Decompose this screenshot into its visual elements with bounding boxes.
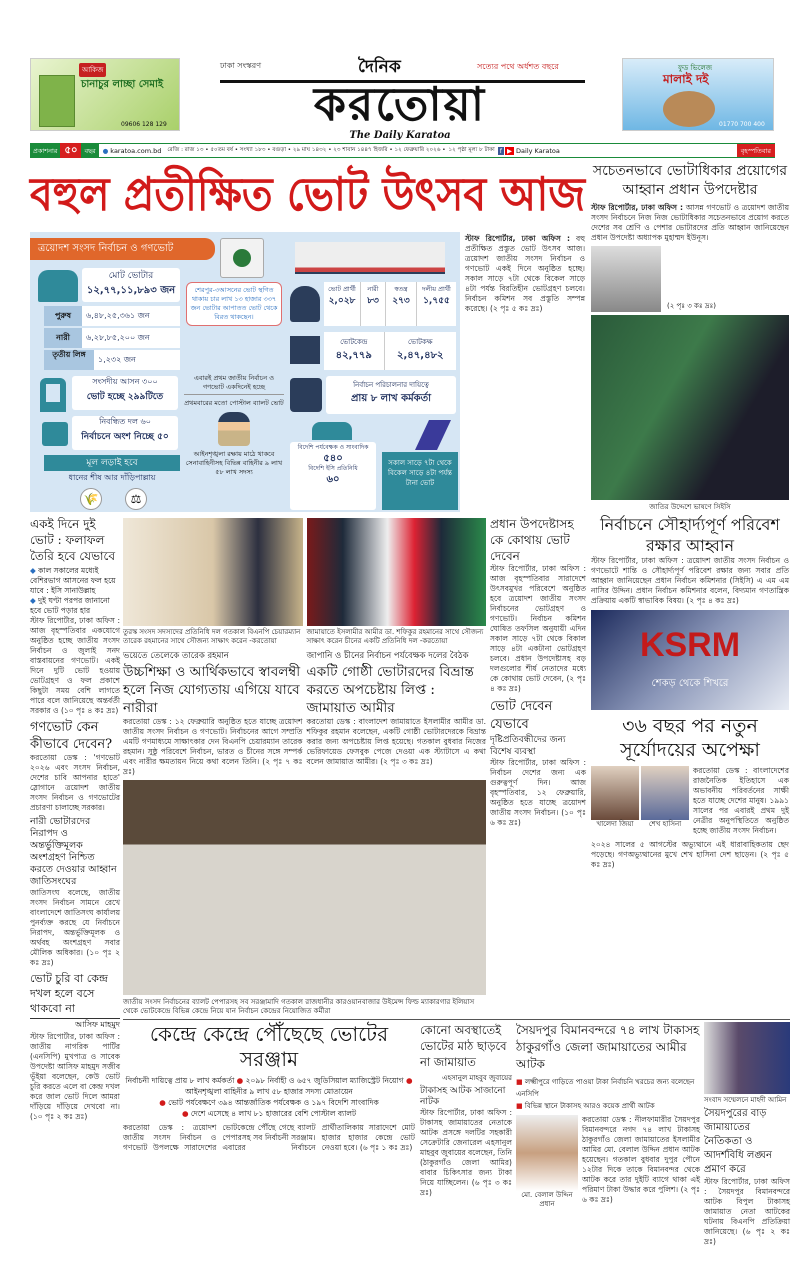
headline[interactable]: একটি গোষ্ঠী ভোটারদের বিভ্রান্ত করতে অপচেষ্টায় লিপ্ত : জামায়াত আমীর <box>306 664 474 716</box>
parties-registered: নিবন্ধিত দল ৬০ <box>99 417 151 426</box>
story-text <box>307 717 487 767</box>
text: স্টাফ রিপোর্টার, ঢাকা অফিস : ত্রয়োদশ জাতীয় সংসদ নির্বাচন ও গণভোটে শান্তি ও সৌহার্দ্যপূর্ণ পরিবেশ রক্ষার জন্য সবার প্রতি আহ্বান জানিয়েছেন প্রধান নির্বাচন কমিশনার (সিইসি) এ এম এম নাসির উদ্দিন। প্রধান নির্বাচন কমিশনার বলেন, বিদ্যমান গণতান্ত্রিক প্রক্রিয়ায় একটি স্বাভাবিক বিষয়। <box>591 556 789 605</box>
jamaat-china-photo <box>307 518 487 626</box>
ad-product: মালাই দই <box>663 72 709 86</box>
story-text <box>420 1108 512 1198</box>
headline-how-to-vote[interactable]: ভোট দেবেন যেভাবে <box>490 699 553 732</box>
photo-caption: সংবাদ সম্মেলনে মাহদী আমিন <box>704 1096 787 1104</box>
ad-brand: KSRM <box>639 626 741 664</box>
text: স্টাফ রিপোর্টার, ঢাকা অফিস : আজ বৃহস্পতিবার একযোগে অনুষ্ঠিত হচ্ছে জাতীয় সংসদ নির্বাচন ও জুলাই সনদ বাস্তবায়নের গণভোট। একই দিনে দুটি ভোট হওয়ায় ভোটগ্রহণ ও ফল প্রকাশে কিছুটা সময় বেশি লাগতে পারে বলে জানিয়েছে অন্তর্বর্তী সরকার ও <box>30 616 120 715</box>
story-36-body <box>591 766 789 836</box>
observers-icon <box>312 422 352 440</box>
seats-total: সংসদীয় আসন ৩০০ <box>92 377 158 386</box>
officials-label: নির্বাচন পরিচালনার দায়িত্বে <box>353 381 429 389</box>
sherpur-note: শেরপুর-৩আসনের ভোট স্থগিত থাকায় চার লাখ ১৩ হাজার ৩৩৭ জন ভোটার আপাতত ভোট থেকে বিরত থাকছেন। <box>186 282 282 326</box>
ec-label: বিদেশি ইসি প্রতিনিধি <box>308 465 358 472</box>
masthead <box>215 58 585 143</box>
ballot-hand-icon <box>415 420 451 450</box>
headline[interactable]: কেন্দ্রে কেন্দ্রে পৌঁছেছে ভোটের সরঞ্জাম <box>149 1022 389 1071</box>
masthead-small: দৈনিক <box>355 54 404 82</box>
jump-ref[interactable]: (৬ পৃঃ ৩ কঃ দ্রঃ) <box>420 1177 512 1197</box>
story-text <box>30 1032 120 1122</box>
seats-box <box>72 376 178 410</box>
stat-label: ভোটকক্ষ <box>408 338 433 346</box>
candidate-icon <box>290 286 320 322</box>
stat <box>385 282 416 326</box>
bullet-text: ২০৯৮ নির্বাহী ও ৬৫৭ জুডিসিয়াল ম্যাজিস্ট্রেট নিয়োগ <box>245 1076 404 1085</box>
bullet-dot-icon: ● <box>405 1076 413 1085</box>
breakdown-row <box>44 328 180 348</box>
years-suffix: বছর <box>81 144 98 157</box>
diamond-icon: ◆ <box>30 566 36 575</box>
right-top-lead <box>591 203 789 243</box>
years-badge: ৫০ <box>60 143 81 158</box>
right-top-photo-row <box>591 246 789 312</box>
story-36-photos <box>591 766 689 836</box>
text: জাতিসংঘ বলেছে, জাতীয় সংসদ নির্বাচন সামনে রেখে বাংলাদেশে জাতিসংঘ কার্যালয় পুনর্ব্যক্ত করছে যে নির্বাচনে নিরাপদ, অন্তর্ভুক্তিমূলক ও অর্থবহ অংশগ্রহণ সবার মৌলিক অধিকার। <box>30 888 120 957</box>
stat <box>416 282 456 326</box>
bullet <box>30 566 120 596</box>
website-link[interactable]: karatoa.com.bd <box>110 146 162 155</box>
stat-value: ২,০২৮ <box>328 296 356 306</box>
credit: -করতোয়া <box>249 637 277 645</box>
mid-column <box>490 516 586 828</box>
main-fight-banner: মূল লড়াই হবে <box>44 455 180 471</box>
photo-caption: মো. বেলাল উদ্দিন প্রধান <box>521 1191 573 1208</box>
ballot-boxes-photo <box>123 780 486 995</box>
stat <box>324 282 360 326</box>
doi-pot-image <box>663 91 715 127</box>
bullet-text: আইনশৃঙ্খলা বাহিনীর ৯ লাখ ৫৮ হাজার সদস্য মোতায়েন <box>185 1087 353 1096</box>
text: করতোয়া ডেস্ক : ত্রয়োদশ জাতীয় সংসদ নির্বাচন ও গণভোট উপলক্ষে সারাদেশের ভোটকেন্দ্রে পৌঁছে গেছে ব্যালট পেপারসহ সব নির্বাচনী সরঞ্জাম। এবারের নির্বাচনে প্রার্থীতালিকায় সারাদেশে মোট হাজার হাজার কেন্দ্রে ভোট নেওয়া হবে। <box>123 1123 415 1152</box>
parliament-icon <box>295 242 445 274</box>
jump-ref[interactable]: (১০ পৃঃ ২ কঃ দ্রঃ) <box>30 1112 88 1121</box>
stat-label: স্বতন্ত্র <box>394 285 408 293</box>
row-value: ১,২৩২ জন <box>94 350 180 370</box>
story-text: করতোয়া ডেস্ক : 'গণভোট ২০২৬ এবং সংসদ নির্বাচন, দেশের চাবি আপনার হাতে' স্লোগানে ত্রয়োদশ জাতীয় সংসদ নির্বাচন ও গণভোটের প্রচারণা চালাচ্ছে সরকার। <box>30 753 120 812</box>
photo-caption-1 <box>123 628 303 646</box>
building-icon <box>290 336 320 364</box>
lead-headline-box <box>30 162 585 228</box>
right-top-column <box>591 162 789 512</box>
stat-label: নারী <box>367 285 379 293</box>
parties-box <box>72 416 178 450</box>
text: স্টাফ রিপোর্টার, ঢাকা অফিস : জাতীয় নাগরিক পার্টির (এনসিপি) মুখপাত্র ও সাবেক উপদেষ্টা আসিফ মাহমুদ সজীব ভূঁইয়া বলেছেন, কেউ ভোট চুরি করতে এলে বা কেন্দ্র দখল করে জাল ভোট দিলে আমরা দাঁড়িয়ে দাঁড়িয়ে দেখবো না। <box>30 1032 120 1111</box>
kicker: ভয়েতে তেলেকে তারেক রহমান <box>123 651 229 661</box>
observers-label: বিদেশি পর্যবেক্ষক ও সাংবাদিক <box>297 444 369 451</box>
official-icon <box>290 378 322 412</box>
text: করতোয়া ডেস্ক : নীলফামারীর সৈয়দপুর বিমানবন্দরে নগদ ৭৪ লাখ টাকাসহ ঠাকুরগাঁও জেলা জামায়াতের ইসলামীর আমির মো. বেলাল উদ্দিন প্রধান আটক হয়েছেন। গতকাল বুধবার দুপুর পৌনে ১২টার দিকে তাকে বিমানবন্দর থেকে আটক করে তার দুইটি ব্যাগে থাকা এই পরিমাণ টাকা উদ্ধার করে পুলিশ। <box>582 1115 700 1194</box>
bullet-text: কাল সকালের মধ্যেই বেশিরভাগ আসনের ফল হয়ে যাবে : ইসি সানাউল্লাহ <box>30 566 116 595</box>
bullet-text: বিভিন্ন স্থানে টাকাসহ আরও কয়েক প্রার্থী আটক <box>524 1102 655 1110</box>
ad-tagline: শেকড় থেকে শিখরে <box>651 678 729 689</box>
stat-label: দলীয় প্রার্থী <box>422 285 451 293</box>
text: স্টাফ রিপোর্টার, ঢাকা অফিস : সৈয়দপুর বিমানবন্দরে আটক বিপুল টাকাসহ জামায়াত নেতা আটকের ঘটনায় বিএনপি প্রতিক্রিয়া জানিয়েছে। <box>704 1177 790 1236</box>
ballot-box-icon <box>220 238 264 278</box>
jump-ref[interactable]: (১০ পৃঃ ২ কঃ দ্রঃ) <box>30 948 121 967</box>
right-column <box>591 514 789 1016</box>
breakdown-row <box>44 306 180 326</box>
bullet <box>516 1100 700 1112</box>
story-text <box>30 616 120 716</box>
edition-label: ঢাকা সংস্করণ <box>220 61 262 70</box>
text: ২০২৪ সালের ৫ আগস্টের অভ্যুত্থানে এই ধারাবাহিকতায় ছেদ পড়েছে। গণঅভ্যুত্থানের মুখে শেখ হাসিনা দেশ ছাড়েন। <box>591 840 789 859</box>
photo-row <box>123 518 486 646</box>
pages-price: ১২ পৃষ্ঠা মূল্য ৮ টাকা <box>448 147 495 153</box>
credit: -করতোয়া <box>419 637 448 645</box>
story-text: আসন্ন গণভোট ও ত্রয়োদশ জাতীয় সংসদ নির্বাচনে নিজ নিজ ভোটাধিকার সচেতনভাবে প্রয়োগ করতে দেশের সব শ্রেণি ও পেশার ভোটারদের প্রতি আহ্বান জানিয়েছেন প্রধান উপদেষ্টা অধ্যাপক মুহাম্মদ ইউনূস। <box>591 203 789 242</box>
photo-cell <box>307 518 487 646</box>
paddy-symbol-icon: 🌾 <box>80 488 102 510</box>
mahdi-amin-photo <box>704 1022 790 1094</box>
byline: স্টাফ রিপোর্টার, ঢাকা অফিস : <box>591 203 683 212</box>
postal-note: প্রথমবারের মতো পোস্টাল ব্যালট ভোট <box>184 399 284 407</box>
bullet-dot-icon: ● <box>181 1109 189 1118</box>
motto: সত্যের পথে অর্ধশত বছরে <box>477 61 559 74</box>
stat-label: ভোট প্রার্থী <box>328 285 356 293</box>
ad-phone: 09606 128 129 <box>121 121 167 128</box>
facebook-icon[interactable]: f <box>499 146 503 155</box>
years-label: প্রকাশনার <box>30 144 60 157</box>
text: স্টাফ রিপোর্টার, ঢাকা অফিস : টাকাসহ জামায়াতের নেতাকে আটক প্রসঙ্গে দলটির সহকারী সেক্রেটারি জেনারেল এহসানুল মাহবুব জুবায়ের বলেছেন, তিনি (ঠাকুরগাঁও জেলা আমির) বাবার চিকিৎসার জন্য টাকা নিয়ে যাচ্ছিলেন। <box>420 1107 512 1187</box>
day-badge: বৃহস্পতিবার <box>737 144 775 157</box>
bullet-dot-icon: ● <box>159 1098 166 1107</box>
story-saidpur <box>516 1022 700 1209</box>
jump-ref[interactable]: (১০ পৃঃ ৪ কঃ দ্রঃ) <box>60 706 119 715</box>
ballot-photo-caption: জাতীয় সংসদ নির্বাচনের ব্যালট পেপারসহ সব সরঞ্জামাদি গতকাল রাজধানীর কারওয়ানবাজার উইমেন্স ফিল্ড ম্যাকারগার ইলিয়াস থেকে ভোটকেন্দ্রে বিভিন্ন কেন্দ্রে নিয়ে যান নির্বাচন কেন্দ্রের নিয়োজিত কর্মীরা <box>123 998 475 1015</box>
masthead-logo: করতোয়া <box>313 77 487 131</box>
stat <box>360 282 385 326</box>
row-label: পুরুষ <box>44 306 82 326</box>
headline-vote-theft[interactable]: ভোট চুরি বা কেন্দ্র দখল হলে বসে থাকবো না <box>30 972 108 1015</box>
chair-icon <box>40 378 66 412</box>
story-text <box>582 1115 700 1209</box>
story-row <box>123 649 486 777</box>
headline[interactable]: কোনো অবস্থাতেই ভোটের মাঠ ছাড়বে না জামায়াত <box>420 1023 507 1069</box>
story-text <box>123 1123 415 1153</box>
lead-headline[interactable]: বহুল প্রতীক্ষিত ভোট উৎসব আজ <box>30 167 585 221</box>
author: এহসানুল মাহবুব জুবায়ের <box>442 1074 512 1082</box>
ad-phone: 01770 700 400 <box>719 121 765 128</box>
product-box-image <box>39 75 75 127</box>
voting-time-box: সকাল সাড়ে ৭টা থেকে বিকেল সাড়ে ৪টা পর্যন্ত টানা ভোট <box>382 452 458 510</box>
headline[interactable]: সৈয়দপুর বিমানবন্দরে ৭৪ লাখ টাকাসহ ঠাকুরগাঁও জেলা জামায়াতের আমীর আটক <box>516 1023 700 1071</box>
cec-caption: জাতির উদ্দেশে ভাষণে সিইসি <box>649 503 731 511</box>
scale-symbol-icon: ⚖ <box>125 488 147 510</box>
headline-who-votes-where[interactable]: প্রধান উপদেষ্টাসহ কে কোথায় ভোট দেবেন <box>490 517 574 563</box>
text: স্টাফ রিপোর্টার, ঢাকা অফিস : আজ বৃহস্পতিবার সারাদেশে উৎসবমুখর পরিবেশে অনুষ্ঠিত হবে ত্রয়োদশ জাতীয় সংসদ নির্বাচনের ভোটগ্রহণ ও গণভোট। নির্বাচন কমিশন ঘোষিত তফসিল অনুযায়ী এদিন সকাল সাড়ে ৭টা থেকে বিকাল সাড়ে ৪টা একটানা ভোটগ্রহণ চলবে। প্রধান উপদেষ্টাসহ বড় দলগুলোর শীর্ষ নেতাদের মধ্যে কে কোথায় ভোট দেবেন, <box>490 564 586 683</box>
story-text <box>123 717 303 777</box>
text: স্টাফ রিপোর্টার, ঢাকা অফিস : নির্বাচন দেশের জন্য এক গুরুত্বপূর্ণ দিন। আজ বৃহস্পতিবার, ১২ ফেব্রুয়ারি, অনুষ্ঠিত হতে যাচ্ছে ত্রয়োদশ জাতীয় সংসদ নির্বাচন। <box>490 758 586 817</box>
bullet-list <box>123 1075 415 1119</box>
story-36-text-2 <box>591 840 789 870</box>
section-divider <box>123 1019 790 1020</box>
left-column <box>30 516 120 1122</box>
stat-value: ২,৪৭,৪৮২ <box>396 350 444 361</box>
first-time-note: এবারই প্রথম জাতীয় নির্বাচন ও গণভোট একদিনেই হচ্ছে <box>184 374 284 395</box>
caption-text: জামায়াতে ইসলামীর আমীর ডা. শফিকুর রহমানের সাথে সৌজন্য সাক্ষাৎ করেন চীনের একটি প্রতিনিধি দল <box>306 628 484 645</box>
stat-value: ৮৩ <box>367 296 379 306</box>
right-top-headline[interactable]: সচেতনভাবে ভোটাধিকার প্রয়োগের আহ্বান প্রধান উপদেষ্টার <box>592 163 788 198</box>
row-value: ৬,৪৮,২৫,৩৬১ জন <box>82 306 180 326</box>
text: করতোয়া ডেস্ক : ১২ ফেব্রুয়ারি অনুষ্ঠিত হতে যাচ্ছে ত্রয়োদশ জাতীয় সংসদ নির্বাচন ও গণভোট। নির্বাচনের আগে সম্প্রতি এমটি গণমাধ্যমে সাক্ষাৎকার দেন বিএনপি চেয়ারম্যান তারেক রহমান। সুষ্ঠু পরিবেশে নির্বাচন, ভারত ও চীনের সঙ্গে সম্পর্ক এবং নারীর ক্ষমতায়ন নিয়ে কথা বলেন তিনি। <box>123 717 303 766</box>
podium-icon <box>42 422 68 446</box>
headline-36-years[interactable]: ৩৬ বছর পর নতুন সূর্যোদয়ের অপেক্ষা <box>620 715 760 761</box>
observers-box <box>290 442 376 510</box>
text: করতোয়া ডেস্ক : বাংলাদেশের রাজনৈতিক ইতিহাসে এক অভাবনীয় পরিবর্তনের সাক্ষী হতে যাচ্ছে দেশের মানুষ। ১৯৯১ সালের পর এবারই প্রথম দুই নেত্রীর অনুপস্থিতিতে অনুষ্ঠিত হচ্ছে জাতীয় সংসদ নির্বাচন। <box>693 766 789 835</box>
right-top-jump[interactable]: (২ পৃঃ ৩ কঃ দ্রঃ) <box>667 302 716 310</box>
stat-value: ৪২,৭৭৯ <box>335 350 372 361</box>
total-voters-label: মোট ভোটার <box>108 271 154 281</box>
subheadline: টাকাসহ আটক সাজানো নাটক <box>420 1086 506 1107</box>
officials-value: প্রায় ৮ লাখ কর্মকর্তা <box>350 393 432 404</box>
khaleda-photo <box>591 766 639 820</box>
middle-notes <box>184 374 284 477</box>
ad-brand: আকিজ <box>79 63 106 77</box>
security-note: আইনশৃঙ্খলা রক্ষায় মাঠে থাকবে সেনাবাহিনীসহ বিভিন্ন বাহিনীর ৯ লাখ ৫৮ লাখ সদস্য <box>185 450 283 476</box>
social-handle: Daily Karatoa <box>516 146 560 155</box>
story-text <box>30 888 120 968</box>
photo-cell <box>641 766 689 836</box>
jump-ref[interactable]: (২ পৃঃ ৩ কঃ দ্রঃ) <box>380 757 433 766</box>
headline-un-women[interactable]: নারী ভোটারদের নিরাপদ ও অন্তর্ভুক্তিমূলক অংশগ্রহণ নিশ্চিত করতে দেওয়ার আহ্বান জাতিসংঘের <box>30 816 117 887</box>
total-voters <box>82 268 180 302</box>
headline-referendum[interactable]: গণভোট কেন কীভাবে দেবেন? <box>30 720 113 752</box>
khaleda-caption: খালেদা জিয়া <box>596 820 634 828</box>
jump-ref[interactable]: (১০ পৃঃ ৬ কঃ দ্রঃ) <box>490 808 586 827</box>
ec-value: ৬০ <box>326 474 340 485</box>
saidpur-body <box>516 1115 700 1209</box>
bullet-text: লক্ষ্মীপুরে গাড়িতে পাওয়া টাকা নির্বাচনি খরচের জন্য বলেছেন এনসিপি <box>516 1078 695 1098</box>
infographic-title: ত্রয়োদশ সংসদ নির্বাচন ও গণভোট <box>30 238 215 260</box>
photo-cell <box>591 766 639 836</box>
center-block <box>123 518 486 1016</box>
ad-brand: ফুড ভিলেজ <box>678 64 713 72</box>
author: আসিফ মাহমুদ <box>30 1018 120 1032</box>
bullet <box>516 1076 700 1100</box>
stat <box>324 332 384 370</box>
ksrm-ad[interactable] <box>591 610 789 710</box>
masthead-english: The Daily Karatoa <box>349 130 451 141</box>
bullet-text: নির্বাচনী দায়িত্বে প্রায় ৮ লাখ কর্মকর্তা <box>125 1076 235 1085</box>
story-text <box>591 556 789 606</box>
ad-product: চানাচুর লাচ্ছা সেমাই <box>81 79 164 90</box>
bullet-text: দুই ঘণ্টা পরপর জানানো হবে ভোট পড়ার হার <box>30 596 110 615</box>
story-36-text <box>693 766 789 836</box>
story-jamaat-field <box>420 1022 512 1198</box>
parties-participating: নির্বাচনে অংশ নিচ্ছে ৫০ <box>81 432 169 442</box>
jump-ref[interactable]: (২ পৃঃ ৪ কঃ দ্রঃ) <box>686 596 739 605</box>
story-women <box>123 649 303 777</box>
story-presser <box>704 1022 790 1247</box>
chief-adviser-photo <box>591 246 661 312</box>
headline-two-votes[interactable]: একই দিনে দুই ভোট : ফলাফল তৈরি হবে যেভাবে <box>30 517 116 563</box>
caption-text: তুরস্ক সংসদ সদস্যদের প্রতিনিধি দল গতকাল বিএনপি চেয়ারম্যান তারেক রহমানের সাথে সৌজন্য সাক্ষাৎ করেন <box>123 628 301 645</box>
cec-speech-photo <box>591 315 789 500</box>
byline: স্টাফ রিপোর্টার, ঢাকা অফিস : <box>465 234 571 243</box>
portrait <box>516 1115 578 1209</box>
square-bullet-icon: ■ <box>516 1078 523 1086</box>
jump-ref[interactable]: (২ পৃঃ ৪ কঃ দ্রঃ) <box>490 674 586 693</box>
jump-ref[interactable]: (৬ পৃঃ ১ কঃ দ্রঃ) <box>359 1143 413 1152</box>
ad-right-doi[interactable] <box>622 58 774 131</box>
ad-left-akij[interactable] <box>30 58 180 131</box>
voters-icon <box>38 270 78 302</box>
total-voters-value: ১২,৭৭,১১,৮৯৩ জন <box>86 285 176 296</box>
center-stats <box>324 332 456 370</box>
jump-ref[interactable]: (৬ পৃঃ ২ কঃ দ্রঃ) <box>704 1227 790 1246</box>
bullet-dot-icon: ● <box>236 1076 244 1085</box>
seats-voting: ভোট হচ্ছে ২৯৯টিতে <box>86 392 164 402</box>
hasina-caption: শেখ হাসিনা <box>648 820 682 828</box>
story-harmony <box>591 514 789 606</box>
belal-photo <box>516 1115 578 1191</box>
jump-ref[interactable]: (২ পৃঃ ৬ কঃ দ্রঃ) <box>582 1185 701 1204</box>
headline[interactable]: সৈয়দপুরের বাড় জামায়াতের নৈতিকতা ও আদর্শবিধি লঙ্ঘন প্রমাণ করে <box>704 1108 772 1175</box>
diamond-icon: ◆ <box>30 596 36 605</box>
bullet-text: ভোট পর্যবেক্ষণে ৩৯৪ আন্তর্জাতিক পর্যবেক্ষক ও ১৯৭ বিদেশি সাংবাদিক <box>168 1098 379 1107</box>
story-text <box>490 758 586 828</box>
kicker: জাপানি ও চীনের নির্বাচন পর্যবেক্ষক দলের বৈঠক <box>306 651 469 661</box>
observers-value: ৫৪০ <box>323 453 343 464</box>
jump-ref[interactable]: (২ পৃঃ ৫ কঃ দ্রঃ) <box>591 850 790 869</box>
headline[interactable]: উচ্চশিক্ষা ও আর্থিকভাবে স্বাবলম্বী হলে নিজ যোগ্যতায় এগিয়ে যাবে নারীরা <box>123 664 301 716</box>
stat <box>384 332 456 370</box>
photo-cell <box>123 518 303 646</box>
story-text <box>704 1177 790 1247</box>
text: করতোয়া ডেস্ক : বাংলাদেশ জামায়াতে ইসলামীর আমীর ডা. শফিকুর রহমান বলেছেন, একটি গোষ্ঠী ভোটারদেরকে বিভ্রান্ত করার জন্য অপচেষ্টায় লিপ্ত হয়েছে। গতকাল বুধবার নিজের ভেরিফায়েড ফেসবুক পেজে দেওয়া এক স্ট্যাটাসে এ কথা বলেন জামায়াত আমীর। <box>306 717 486 766</box>
subheadline: দৃষ্টিপ্রতিবন্ধীদের জন্য বিশেষ ব্যবস্থা <box>490 735 566 757</box>
bullet <box>30 596 120 616</box>
police-icon <box>218 412 250 446</box>
row-label: তৃতীয় লিঙ্গ <box>44 350 94 370</box>
youtube-icon[interactable]: ▶ <box>507 146 513 155</box>
headline[interactable]: নির্বাচনে সৌহার্দ্যপূর্ণ পরিবেশ রক্ষার আহ্বান <box>600 515 780 555</box>
stat-label: ভোটকেন্দ্র <box>340 338 368 346</box>
issue-info: রেজি : রাজ ১৩ • ৫০তম বর্ষ • সংখ্যা ১৮৩ • বগুড়া • ২৯ মাঘ ১৪৩২ • ২৩ শাবান ১৪৪৭ হিজরি • ১২ ফেব্রুয়ারি ২০২৬ • <box>167 147 446 153</box>
story-text <box>490 564 586 694</box>
row-label: নারী <box>44 328 82 348</box>
stat-value: ২৭৩ <box>392 296 410 306</box>
jump-ref[interactable]: (২ পৃঃ ৭ কঃ দ্রঃ) <box>123 757 303 776</box>
officials-box <box>326 376 456 414</box>
story-text: বহু প্রতীক্ষিত প্রস্তুত ভোট উৎসব আজ। ত্রয়োদশ জাতীয় সংসদ নির্বাচন ও গণভোট একই দিনে অনুষ্ঠিত হচ্ছে। সকাল সাড়ে ৭টা থেকে বিকেল সাড়ে ৪টা পর্যন্ত বিরতিহীন ভোটগ্রহণ চলবে। নির্বাচন কমিশন সব প্রস্তুতি সম্পন্ন করেছে। <box>465 234 585 313</box>
info-strip <box>30 143 775 158</box>
story-jamaat <box>307 649 487 777</box>
hasina-photo <box>641 766 689 820</box>
main-fight-symbols: ধানের শীষ আর দাঁড়িপাল্লায় <box>68 473 156 482</box>
voters-breakdown <box>44 306 180 370</box>
turkey-delegation-photo <box>123 518 303 626</box>
election-infographic <box>30 232 460 512</box>
square-bullet-icon: ■ <box>516 1102 523 1110</box>
row-value: ৬,২৮,৮৫,২০০ জন <box>82 328 180 348</box>
jump-ref[interactable]: (২ পৃঃ ৫ কঃ দ্রঃ) <box>490 304 543 313</box>
breakdown-row <box>44 350 180 370</box>
globe-icon: ● <box>102 146 109 155</box>
stat-value: ১,৭৫৫ <box>423 296 450 306</box>
bullet-text: দেশে এসেছে ৪ লাখ ৮১ হাজারের বেশি পোস্টাল ব্যালট <box>190 1109 357 1118</box>
photo-caption-2 <box>307 628 487 646</box>
story-equipment <box>123 1022 415 1153</box>
lead-story-text <box>465 234 585 314</box>
candidate-stats <box>324 282 456 326</box>
